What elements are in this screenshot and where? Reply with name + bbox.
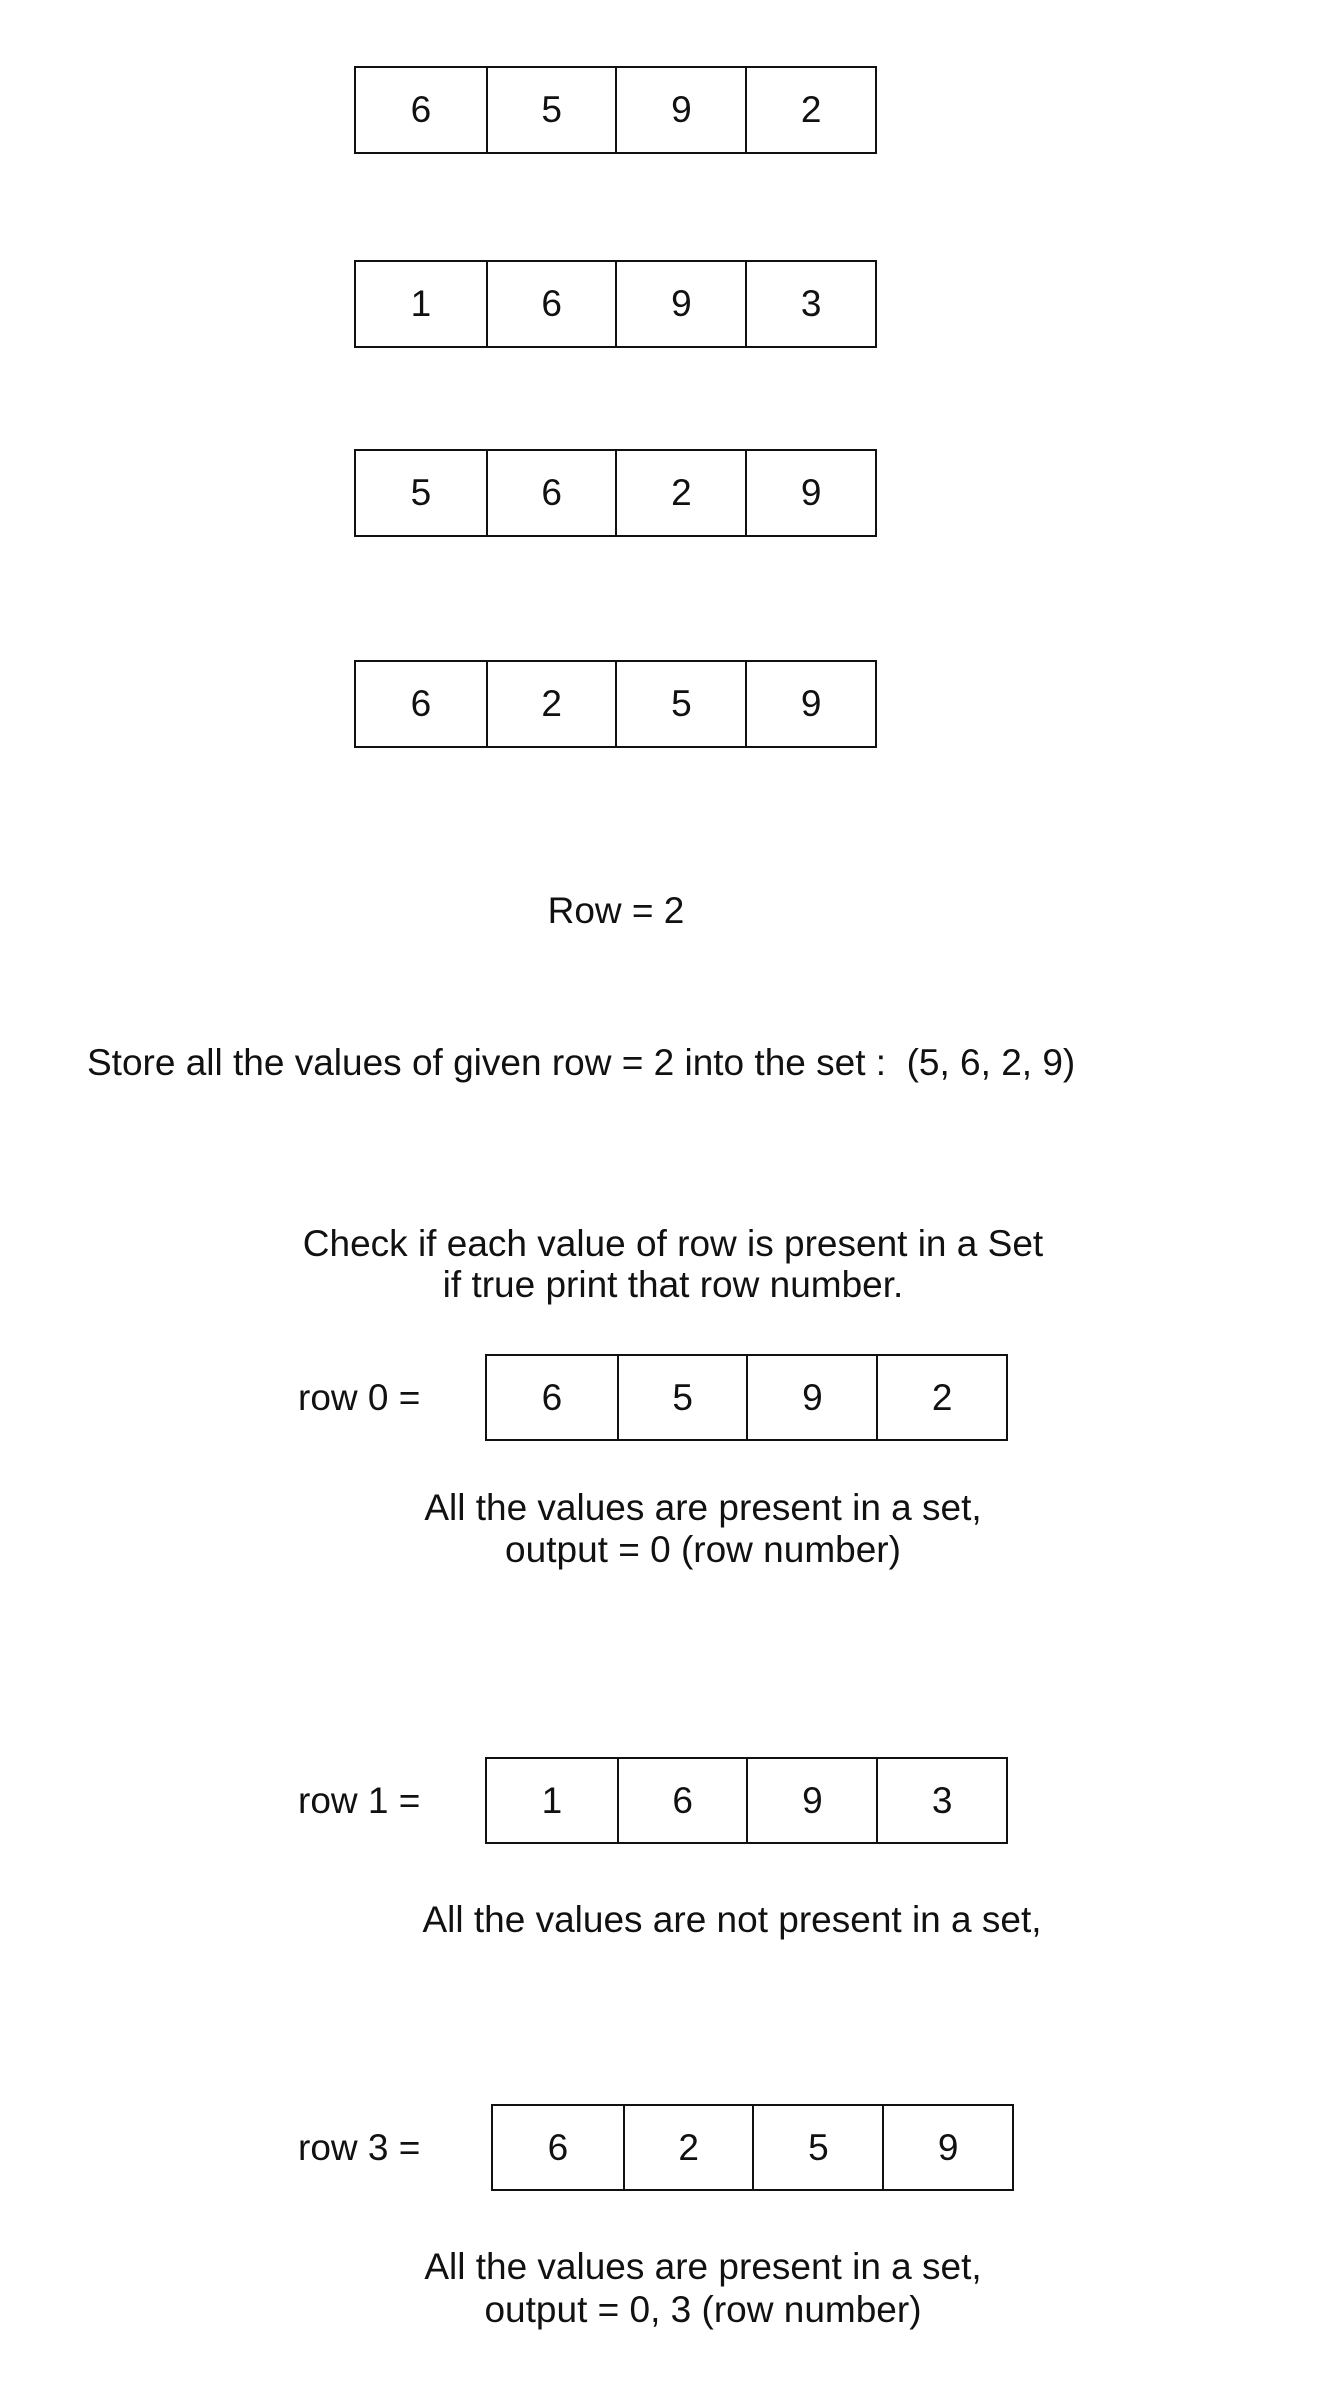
check-instruction-line1: Check if each value of row is present in a Set	[302, 1223, 1044, 1264]
check-row-array	[485, 1757, 1008, 1844]
check-result-line1: All the values are not present in a set,	[422, 1899, 1042, 1940]
matrix-cell: 6	[410, 89, 432, 130]
matrix-cell: 2	[486, 662, 616, 746]
given-row-label: Row = 2	[547, 890, 685, 931]
matrix-cell: 9	[745, 662, 875, 746]
store-description: Store all the values of given row = 2 into the set : (5, 6, 2, 9)	[87, 1042, 1076, 1083]
check-cell: 6	[541, 1376, 563, 1418]
check-result-line1: All the values are present in a set,	[424, 1487, 982, 1528]
matrix-cell: 6	[486, 262, 616, 346]
matrix-cell: 5	[615, 662, 745, 746]
matrix-cell: 3	[745, 262, 875, 346]
check-cell: 1	[541, 1779, 563, 1821]
matrix-cell: 9	[615, 262, 745, 346]
check-cell: 9	[746, 1759, 876, 1842]
matrix-cell: 1	[410, 283, 432, 324]
check-cell: 3	[876, 1759, 1006, 1842]
matrix-row-2	[354, 449, 877, 537]
check-row-array	[485, 1354, 1008, 1441]
check-row-array	[491, 2104, 1014, 2191]
check-result-line2: output = 0 (row number)	[505, 1529, 901, 1570]
matrix-cell: 6	[486, 451, 616, 535]
check-cell: 5	[617, 1356, 747, 1439]
check-cell: 5	[752, 2106, 882, 2189]
check-cell: 9	[746, 1356, 876, 1439]
matrix-cell: 5	[486, 68, 616, 152]
matrix-row-0	[354, 66, 877, 154]
check-instruction-line2: if true print that row number.	[442, 1264, 904, 1305]
check-cell: 9	[882, 2106, 1012, 2189]
matrix-cell: 9	[615, 68, 745, 152]
matrix-cell: 6	[410, 683, 432, 724]
matrix-cell: 2	[615, 451, 745, 535]
matrix-cell: 2	[745, 68, 875, 152]
check-result-line1: All the values are present in a set,	[424, 2246, 982, 2287]
check-cell: 2	[876, 1356, 1006, 1439]
check-cell: 6	[547, 2126, 569, 2168]
check-cell: 6	[617, 1759, 747, 1842]
check-row-label: row 3 =	[298, 2127, 421, 2168]
check-result-line2: output = 0, 3 (row number)	[484, 2289, 922, 2330]
check-cell: 2	[623, 2106, 753, 2189]
matrix-row-3	[354, 660, 877, 748]
check-row-label: row 0 =	[298, 1377, 421, 1418]
matrix-cell: 9	[745, 451, 875, 535]
check-row-label: row 1 =	[298, 1780, 421, 1821]
matrix-cell: 5	[410, 472, 432, 513]
matrix-row-1	[354, 260, 877, 348]
